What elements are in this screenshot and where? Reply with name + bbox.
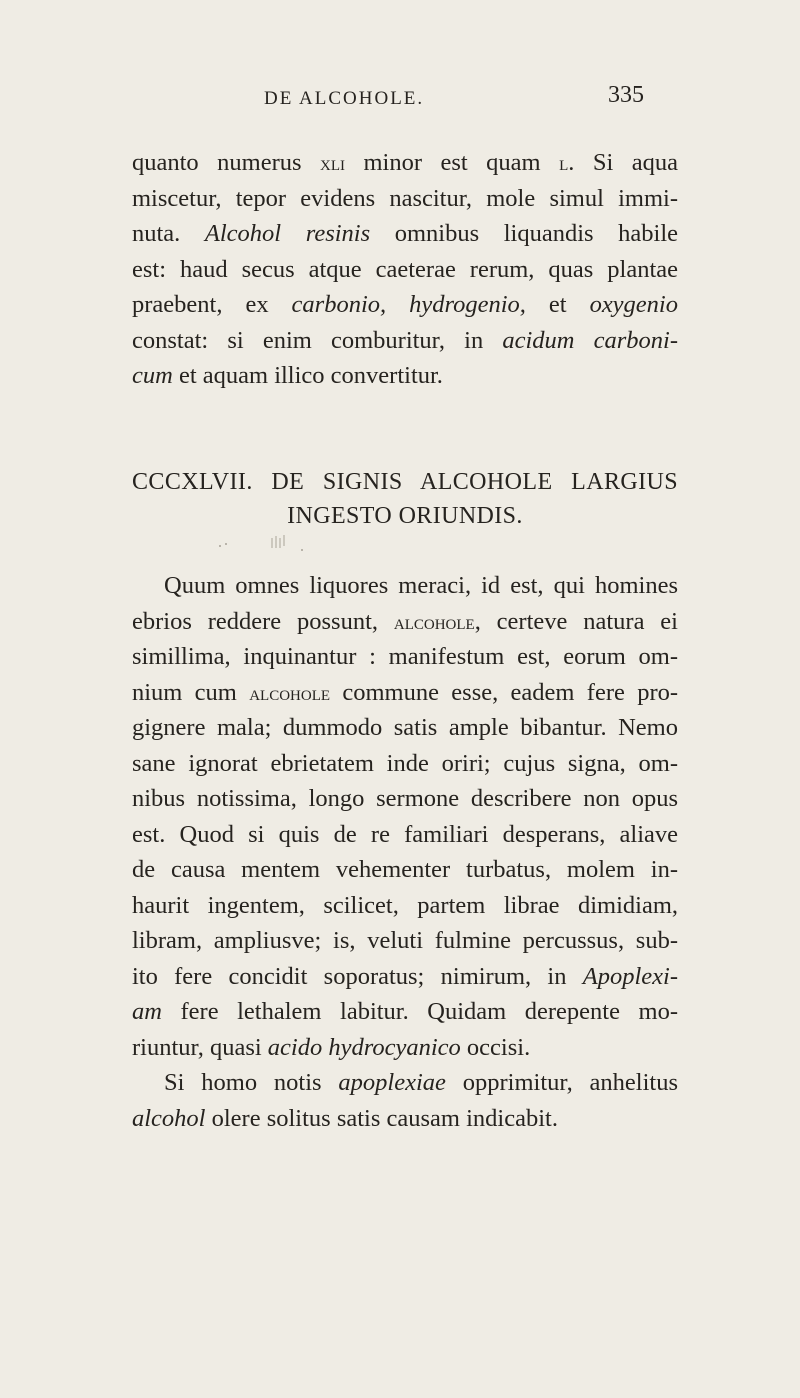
italic-term: oxygenio — [589, 291, 678, 318]
text-run: opprimitur, anhelitus — [445, 1069, 678, 1096]
text-run: olere solitus satis causam indicabit. — [205, 1104, 558, 1132]
running-title: DE ALCOHOLE. — [264, 88, 425, 109]
text-run: occisi. — [460, 1033, 531, 1061]
italic-term: acido hydrocyanico — [267, 1033, 461, 1061]
text-line: de causa mentem vehementer turbatus, molem in- — [132, 856, 678, 883]
text-run: minor est quam — [345, 149, 560, 176]
italic-term: am — [132, 998, 162, 1025]
text-run: et — [525, 291, 590, 318]
text-run: nuta. — [132, 220, 205, 247]
roman-numeral: l — [559, 150, 569, 175]
text-line: gignere mala; dummodo satis ample bibantur. Nemo — [132, 714, 678, 741]
text-run: Si homo notis — [164, 1069, 339, 1096]
text-line: sane ignorat ebrietatem inde oriri; cujus signa, om- — [132, 749, 678, 777]
section-heading-line-1: CCCXLVII. DE SIGNIS ALCOHOLE LARGIUS — [132, 469, 678, 495]
text-run: . Si aqua — [568, 149, 679, 176]
italic-term: alcohol — [132, 1104, 206, 1132]
text-line — [132, 358, 678, 394]
text-line — [132, 323, 678, 359]
text-line — [132, 994, 678, 1030]
text-line — [132, 959, 678, 995]
text-line: miscetur, tepor evidens nascitur, mole simul immi- — [132, 184, 678, 212]
text-run: commune esse, eadem fere pro- — [330, 678, 679, 706]
text-run: , certeve natura ei — [474, 607, 678, 635]
italic-term: carbonio, hydrogenio, — [291, 291, 526, 318]
text-line — [132, 604, 678, 640]
stray-ink-marks — [210, 532, 330, 552]
text-line — [132, 216, 678, 252]
text-line: simillima, inquinantur : manifestum est, eorum om- — [132, 643, 678, 670]
text-run: praebent, ex — [132, 291, 292, 318]
text-run: ebrios reddere possunt, — [132, 607, 394, 635]
text-run: riuntur, quasi — [132, 1033, 268, 1061]
text-line — [132, 1101, 678, 1137]
italic-term: apoplexiae — [338, 1069, 446, 1096]
text-line: nibus notissima, longo sermone describere non opus — [132, 785, 678, 812]
roman-numeral: xli — [320, 150, 346, 175]
text-run: fere lethalem labitur. Quidam derepente mo- — [161, 998, 678, 1025]
text-line: libram, ampliusve; is, veluti fulmine percussus, sub- — [132, 927, 678, 954]
text-line — [132, 145, 678, 181]
italic-term: Apoplexi- — [582, 962, 678, 990]
text-line: haurit ingentem, scilicet, partem librae dimidiam, — [132, 891, 678, 919]
small-caps-term: alcohole — [393, 608, 475, 634]
paragraph-1 — [132, 145, 678, 394]
text-line: est. Quod si quis de re familiari desperans, aliave — [132, 820, 678, 848]
italic-term: cum — [132, 362, 173, 389]
paragraph-2 — [132, 568, 678, 1136]
text-line: est: haud secus atque caeterae rerum, quas plantae — [132, 255, 678, 283]
text-line — [132, 1065, 678, 1101]
text-line — [132, 1030, 678, 1066]
text-line — [132, 287, 678, 323]
italic-term: Alcohol resinis — [204, 220, 371, 247]
text-run: quanto numerus — [132, 149, 321, 176]
section-heading — [132, 465, 678, 533]
small-caps-term: alcohole — [249, 679, 331, 705]
text-line: Quum omnes liquores meraci, id est, qui homines — [164, 572, 678, 599]
text-run: omnibus liquandis habile — [370, 220, 679, 247]
page-number: 335 — [608, 82, 644, 108]
text-line — [132, 675, 678, 711]
section-heading-line-2: INGESTO ORIUNDIS. — [287, 503, 523, 529]
page-header — [0, 82, 800, 118]
text-run: nium cum — [132, 678, 250, 706]
text-run: constat: si enim comburitur, in — [132, 326, 503, 354]
text-run: ito fere concidit soporatus; nimirum, in — [132, 962, 583, 990]
text-run: et aquam illico convertitur. — [172, 362, 443, 389]
ink-marks-icon — [210, 532, 330, 552]
italic-term: acidum carboni- — [502, 326, 678, 354]
